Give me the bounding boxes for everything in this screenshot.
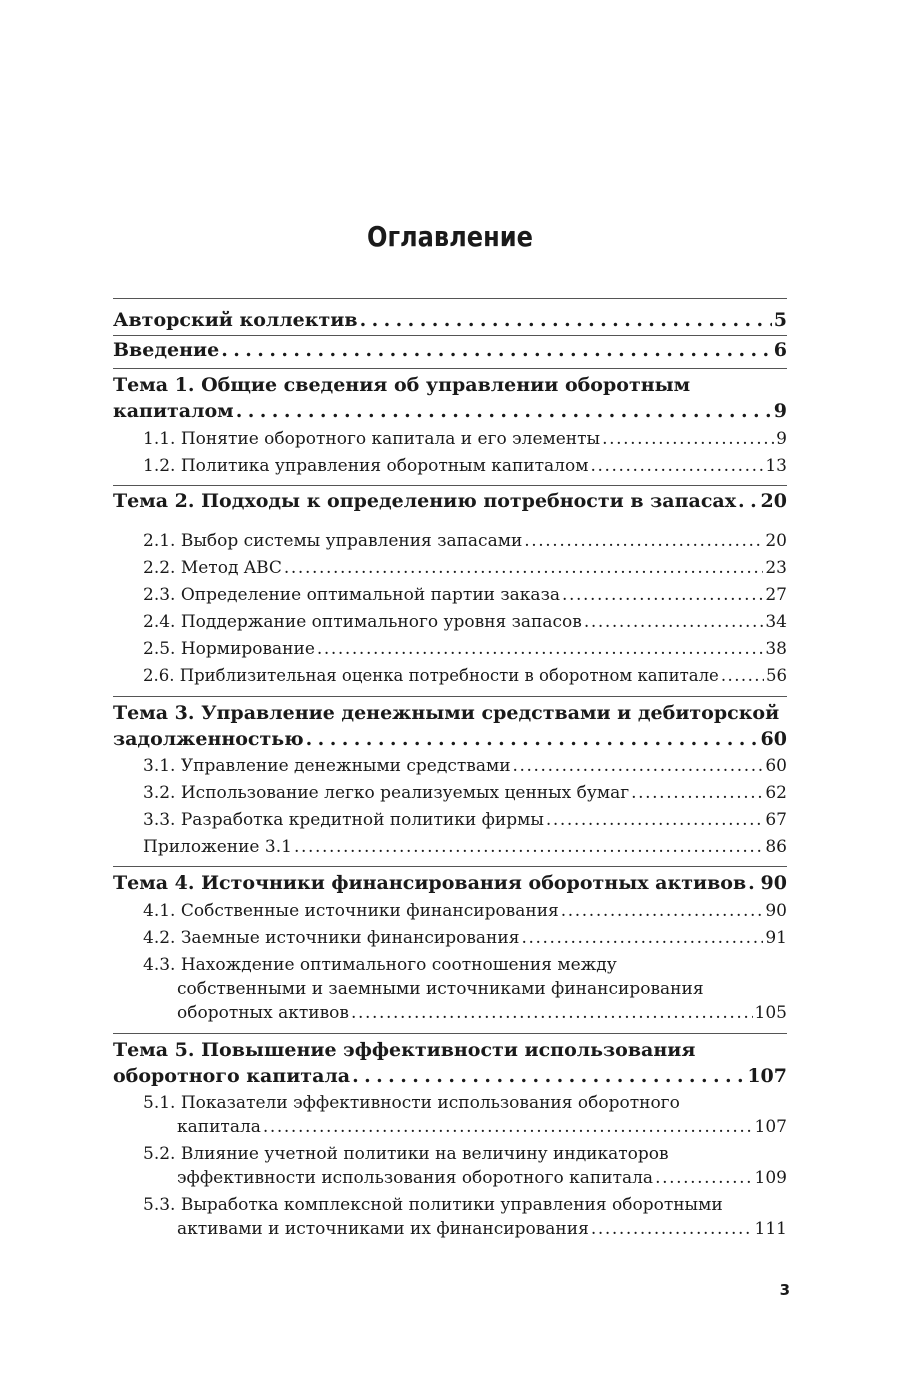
divider bbox=[113, 696, 787, 697]
toc-entry-5-2[interactable] bbox=[113, 1168, 787, 1188]
toc-entry-2-3[interactable] bbox=[113, 585, 787, 605]
entry-title: Введение bbox=[113, 339, 220, 361]
toc-entry-3-2[interactable] bbox=[113, 783, 787, 803]
divider bbox=[113, 866, 787, 867]
leader-dots bbox=[221, 339, 772, 361]
toc-entry-topic-4[interactable] bbox=[113, 872, 787, 894]
toc-entry-5-2-line1[interactable]: 5.2. Влияние учетной политики на величину индикаторов bbox=[143, 1144, 669, 1164]
entry-title: 1.2. Политика управления оборотным капиталом bbox=[143, 456, 589, 476]
entry-title: капиталом bbox=[113, 400, 234, 422]
toc-entry-appendix-3-1[interactable] bbox=[113, 837, 787, 857]
entry-title: Авторский коллектив bbox=[113, 309, 358, 331]
leader-dots bbox=[524, 531, 763, 551]
toc-entry-4-3-line2[interactable]: собственными и заемными источниками финансирования bbox=[177, 979, 704, 999]
toc-entry-3-3[interactable] bbox=[113, 810, 787, 830]
entry-title: 4.1. Собственные источники финансирования bbox=[143, 901, 559, 921]
entry-title: 2.2. Метод ABC bbox=[143, 558, 282, 578]
leader-dots bbox=[721, 666, 764, 685]
entry-page: 109 bbox=[754, 1168, 787, 1188]
leader-dots bbox=[360, 309, 772, 331]
leader-dots bbox=[317, 639, 763, 659]
entry-page: 23 bbox=[765, 558, 787, 578]
leader-dots bbox=[602, 429, 774, 449]
entry-page: 90 bbox=[765, 901, 787, 921]
entry-page: 6 bbox=[773, 339, 787, 361]
toc-entry-2-4[interactable] bbox=[113, 612, 787, 632]
entry-page: 60 bbox=[760, 728, 787, 750]
entry-title: 2.6. Приблизительная оценка потребности в оборотном капитале bbox=[143, 666, 719, 685]
leader-dots bbox=[738, 490, 759, 512]
leader-dots bbox=[236, 400, 772, 422]
divider bbox=[113, 335, 787, 336]
entry-page: 62 bbox=[765, 783, 787, 803]
entry-title: 1.1. Понятие оборотного капитала и его элементы bbox=[143, 429, 601, 449]
entry-title: 2.5. Нормирование bbox=[143, 639, 315, 659]
entry-page: 13 bbox=[765, 456, 787, 476]
toc-entry-topic-3-line1[interactable]: Тема 3. Управление денежными средствами и дебиторской bbox=[113, 702, 780, 724]
entry-title: Тема 4. Источники финансирования оборотных активов bbox=[113, 872, 747, 894]
entry-page: 27 bbox=[765, 585, 787, 605]
entry-page: 86 bbox=[765, 837, 787, 857]
entry-page: 20 bbox=[765, 531, 787, 551]
toc-entry-5-3[interactable] bbox=[113, 1219, 787, 1239]
entry-title: Тема 2. Подходы к определению потребности в запасах bbox=[113, 490, 737, 512]
toc-entry-4-3-line1[interactable]: 4.3. Нахождение оптимального соотношения между bbox=[143, 955, 617, 975]
toc-entry-2-5[interactable] bbox=[113, 639, 787, 659]
leader-dots bbox=[584, 612, 764, 632]
leader-dots bbox=[561, 901, 764, 921]
entry-title: 4.2. Заемные источники финансирования bbox=[143, 928, 520, 948]
divider bbox=[113, 368, 787, 369]
entry-title: Приложение 3.1 bbox=[143, 837, 292, 857]
leader-dots bbox=[655, 1168, 752, 1188]
toc-entry-3-1[interactable] bbox=[113, 756, 787, 776]
toc-entry-topic-5[interactable] bbox=[113, 1065, 787, 1087]
entry-page: 56 bbox=[766, 666, 787, 685]
toc-entry-topic-5-line1[interactable]: Тема 5. Повышение эффективности использования bbox=[113, 1039, 696, 1061]
entry-title: эффективности использования оборотного капитала bbox=[177, 1168, 654, 1188]
entry-title: задолженностью bbox=[113, 728, 304, 750]
leader-dots bbox=[631, 783, 763, 803]
leader-dots bbox=[748, 872, 758, 894]
entry-title: 2.1. Выбор системы управления запасами bbox=[143, 531, 523, 551]
divider bbox=[113, 1033, 787, 1034]
entry-page: 9 bbox=[773, 400, 787, 422]
entry-title: активами и источниками их финансирования bbox=[177, 1219, 589, 1239]
leader-dots bbox=[546, 810, 763, 830]
toc-entry-2-1[interactable] bbox=[113, 531, 787, 551]
leader-dots bbox=[513, 756, 764, 776]
entry-page: 9 bbox=[776, 429, 787, 449]
toc-entry-4-3[interactable] bbox=[113, 1003, 787, 1023]
toc-entry-topic-2[interactable] bbox=[113, 490, 787, 512]
leader-dots bbox=[351, 1003, 753, 1023]
toc-entry-1-1[interactable] bbox=[113, 429, 787, 449]
entry-title: 3.2. Использование легко реализуемых ценных бумаг bbox=[143, 783, 630, 803]
toc-entry-topic-1-line1[interactable]: Тема 1. Общие сведения об управлении оборотным bbox=[113, 374, 691, 396]
divider bbox=[113, 298, 787, 299]
entry-page: 67 bbox=[765, 810, 787, 830]
toc-entry-topic-1[interactable] bbox=[113, 400, 787, 422]
page-number: 3 bbox=[779, 1281, 790, 1299]
entry-page: 34 bbox=[765, 612, 787, 632]
page-title: Оглавление bbox=[366, 220, 533, 253]
leader-dots bbox=[294, 837, 763, 857]
toc-entry-1-2[interactable] bbox=[113, 456, 787, 476]
entry-page: 90 bbox=[760, 872, 787, 894]
entry-title: капитала bbox=[177, 1117, 261, 1137]
entry-title: оборотных активов bbox=[177, 1003, 349, 1023]
toc-entry-4-2[interactable] bbox=[113, 928, 787, 948]
leader-dots bbox=[521, 928, 763, 948]
leader-dots bbox=[591, 1219, 753, 1239]
entry-title: 2.4. Поддержание оптимального уровня запасов bbox=[143, 612, 582, 632]
entry-page: 107 bbox=[747, 1065, 787, 1087]
entry-title: 2.3. Определение оптимальной партии заказа bbox=[143, 585, 560, 605]
toc-entry-authors[interactable] bbox=[113, 309, 787, 331]
toc-entry-5-3-line1[interactable]: 5.3. Выработка комплексной политики управления оборотными bbox=[143, 1195, 723, 1215]
entry-page: 111 bbox=[754, 1219, 787, 1239]
entry-page: 5 bbox=[773, 309, 787, 331]
leader-dots bbox=[284, 558, 763, 578]
entry-title: 3.1. Управление денежными средствами bbox=[143, 756, 511, 776]
entry-page: 60 bbox=[765, 756, 787, 776]
leader-dots bbox=[590, 456, 763, 476]
entry-page: 107 bbox=[754, 1117, 787, 1137]
entry-page: 20 bbox=[760, 490, 787, 512]
toc-entry-topic-3[interactable] bbox=[113, 728, 787, 750]
leader-dots bbox=[562, 585, 763, 605]
entry-page: 38 bbox=[765, 639, 787, 659]
divider bbox=[113, 485, 787, 486]
entry-title: 3.3. Разработка кредитной политики фирмы bbox=[143, 810, 544, 830]
leader-dots bbox=[306, 728, 759, 750]
toc-entry-2-6[interactable] bbox=[113, 666, 787, 685]
toc-entry-2-2[interactable] bbox=[113, 558, 787, 578]
toc-entry-5-1-line1[interactable]: 5.1. Показатели эффективности использования оборотного bbox=[143, 1093, 680, 1113]
entry-title: оборотного капитала bbox=[113, 1065, 351, 1087]
entry-page: 91 bbox=[765, 928, 787, 948]
leader-dots bbox=[263, 1117, 753, 1137]
toc-entry-intro[interactable] bbox=[113, 339, 787, 361]
toc-entry-4-1[interactable] bbox=[113, 901, 787, 921]
toc-entry-5-1[interactable] bbox=[113, 1117, 787, 1137]
leader-dots bbox=[352, 1065, 745, 1087]
entry-page: 105 bbox=[754, 1003, 787, 1023]
